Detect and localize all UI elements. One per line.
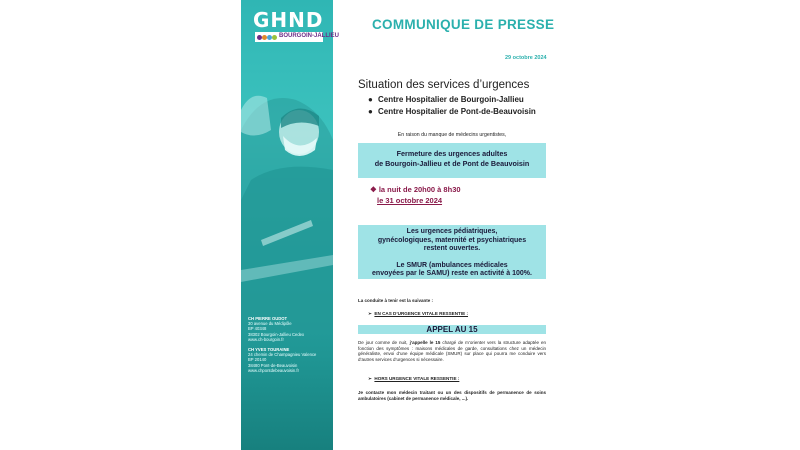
logo-city: BOURGOIN-JALLIEU	[279, 33, 339, 39]
open-line-3: restent ouvertes.	[423, 245, 481, 253]
contact-website[interactable]: www.chpontdebeauvoisin.fr	[248, 367, 299, 373]
open-services-box	[358, 225, 546, 279]
closure-box	[358, 143, 546, 178]
open-line-1: Les urgences pédiatriques,	[406, 228, 498, 235]
contact-block-1	[248, 316, 328, 342]
arrow-icon: ➢	[368, 376, 372, 381]
contact-block-2	[248, 347, 328, 373]
bullet-item: ● Centre Hospitalier de Bourgoin-Jallieu	[368, 95, 524, 104]
contact-line: BP 20140	[248, 357, 267, 363]
sidebar-photo-panel	[241, 0, 333, 450]
smur-line-2: envoyées par le SAMU) reste en activité à 100%.	[372, 270, 532, 278]
non-vital-instructions: Je contacte mon médecin traitant ou un des dispositifs de permanence de soins ambulatoires (cabinet de permanence médicale, ...).	[358, 390, 546, 401]
medical-staff-photo	[241, 70, 333, 330]
situation-heading: Situation des services d’urgences	[358, 79, 530, 91]
contact-line: 38302 Bourgoin-Jallieu Cedex	[248, 331, 305, 337]
night-date: le 31 octobre 2024	[377, 196, 443, 205]
logo-name: GHND	[253, 8, 324, 32]
bullet-icon: ●	[368, 107, 373, 116]
closure-line-1: Fermeture des urgences adultes	[396, 149, 508, 158]
bullet-icon: ●	[368, 95, 373, 104]
arrow-icon: ➢	[368, 311, 372, 316]
contact-line: 24 chemin de Champagnieu Valence	[248, 352, 317, 358]
contact-website[interactable]: www.ch-bourgoin.fr	[248, 336, 284, 342]
conduct-heading: La conduite à tenir est la suivante :	[358, 298, 434, 303]
contact-name: CH YVES TOURAINE	[248, 347, 290, 352]
release-date: 29 octobre 2024	[505, 55, 547, 61]
night-time: ❖ la nuit de 20h00 à 8h30	[370, 185, 461, 194]
contact-line: BP 40348	[248, 326, 267, 332]
closure-line-2: de Bourgoin-Jallieu et de Pont de Beauvoisin	[374, 158, 530, 168]
vital-instructions: De jour comme de nuit, j’appelle le 15 chargé de m’orienter vers la structure adaptée en fonction des symptômes : maisons médicales de garde, consultations chez un médecin généraliste, envoi d’une équipe médicale (SMUR) sur place qui pourra me conduire vers d’autres services d’urgences si nécessaire.	[358, 340, 547, 362]
contact-name: CH PIERRE OUDOT	[248, 316, 288, 321]
smur-line-1: Le SMUR (ambulances médicales	[396, 261, 508, 269]
call-15-banner: APPEL AU 15	[358, 325, 546, 334]
intro-text: En raison du manque de médecins urgentistes,	[397, 132, 507, 138]
diamond-icon: ❖	[370, 185, 377, 194]
bullet-item: ● Centre Hospitalier de Pont-de-Beauvoisin	[368, 107, 536, 116]
open-line-2: gynécologiques, maternité et psychiatriques	[377, 236, 527, 244]
vital-emergency-label: ➢ EN CAS D’URGENCE VITALE RESSENTIE :	[368, 311, 469, 316]
contact-line: 30 avenue du Médipôle	[248, 321, 292, 327]
page-title: COMMUNIQUE DE PRESSE	[372, 17, 555, 32]
contact-line: 38480 Pont-de-Beauvoisin	[248, 362, 298, 368]
ghnd-logo	[253, 8, 339, 42]
logo-dot-4	[272, 35, 277, 40]
non-vital-label: ➢ HORS URGENCE VITALE RESSENTIE :	[368, 376, 460, 381]
